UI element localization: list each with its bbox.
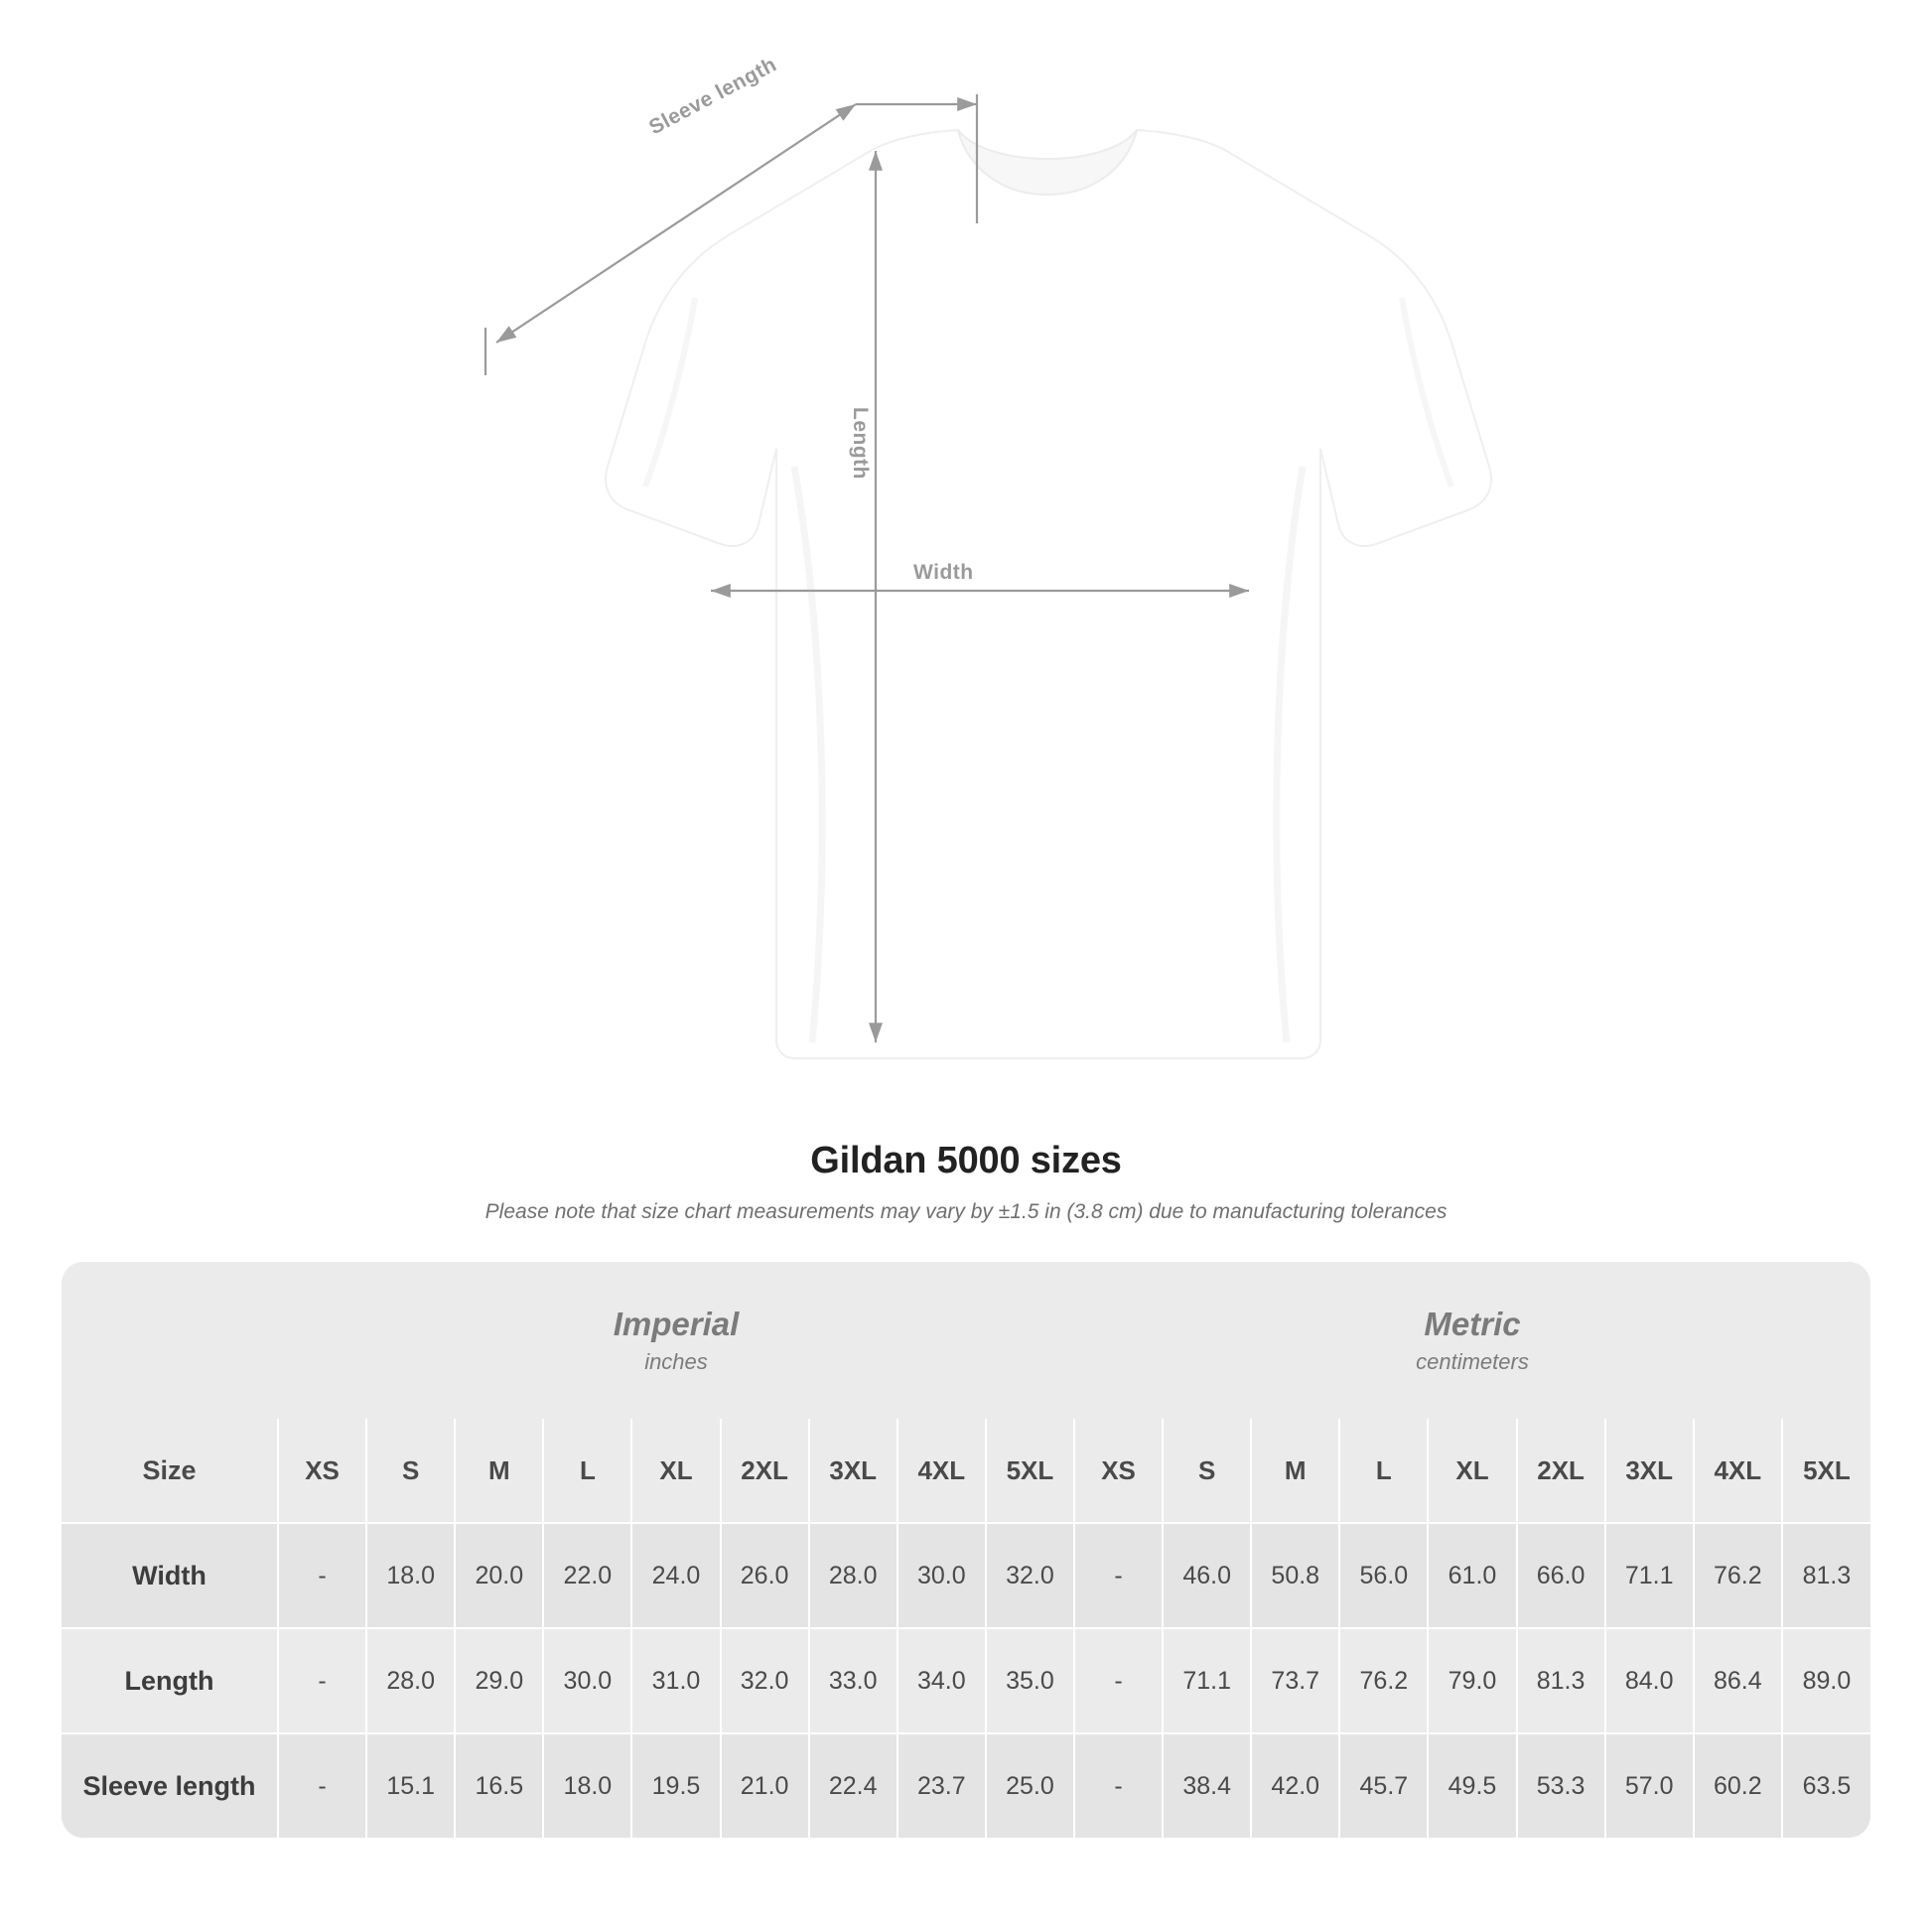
cell-length-imperial-xl: 31.0 (631, 1628, 720, 1733)
unit-name: Metric (1424, 1306, 1521, 1343)
size-header-imperial-m: M (455, 1419, 543, 1523)
cell-length-imperial-m: 29.0 (455, 1628, 543, 1733)
cell-sleeve-length-metric-xl: 49.5 (1428, 1733, 1516, 1838)
unit-name: Imperial (613, 1306, 740, 1343)
size-header-metric-5xl: 5XL (1782, 1419, 1870, 1523)
unit-header-row (62, 1262, 1870, 1419)
cell-width-metric-m: 50.8 (1251, 1523, 1339, 1628)
size-header-imperial-xl: XL (631, 1419, 720, 1523)
size-header-imperial-s: S (366, 1419, 455, 1523)
table-row (62, 1733, 1870, 1838)
cell-width-metric-2xl: 66.0 (1517, 1523, 1605, 1628)
cell-sleeve-length-imperial-3xl: 22.4 (809, 1733, 897, 1838)
size-header-metric-xs: XS (1074, 1419, 1163, 1523)
cell-sleeve-length-imperial-4xl: 23.7 (897, 1733, 986, 1838)
cell-width-imperial-s: 18.0 (366, 1523, 455, 1628)
size-header-imperial-5xl: 5XL (986, 1419, 1074, 1523)
cell-length-imperial-s: 28.0 (366, 1628, 455, 1733)
size-header-imperial-4xl: 4XL (897, 1419, 986, 1523)
length-label: Length (849, 407, 872, 480)
size-header-metric-xl: XL (1428, 1419, 1516, 1523)
cell-width-metric-xl: 61.0 (1428, 1523, 1516, 1628)
size-header-metric-m: M (1251, 1419, 1339, 1523)
cell-length-imperial-2xl: 32.0 (721, 1628, 809, 1733)
unit-subtitle: inches (644, 1348, 708, 1374)
cell-width-metric-l: 56.0 (1339, 1523, 1428, 1628)
table-row (62, 1523, 1870, 1628)
table-row (62, 1628, 1870, 1733)
cell-width-imperial-5xl: 32.0 (986, 1523, 1074, 1628)
size-header-label: Size (62, 1419, 278, 1523)
row-label-length: Length (62, 1628, 278, 1733)
shirt-body (606, 130, 1491, 1058)
tolerance-note: Please note that size chart measurements may vary by ±1.5 in (3.8 cm) due to manufacturing tolerances (484, 1200, 1448, 1223)
cell-sleeve-length-metric-4xl: 60.2 (1694, 1733, 1782, 1838)
cell-width-metric-3xl: 71.1 (1605, 1523, 1694, 1628)
cell-width-imperial-2xl: 26.0 (721, 1523, 809, 1628)
cell-width-imperial-3xl: 28.0 (809, 1523, 897, 1628)
size-header-imperial-3xl: 3XL (809, 1419, 897, 1523)
cell-width-imperial-m: 20.0 (455, 1523, 543, 1628)
cell-length-metric-3xl: 84.0 (1605, 1628, 1694, 1733)
size-table (62, 1262, 1870, 1838)
sleeve-length-label: Sleeve length (645, 53, 781, 140)
unit-header-spacer (62, 1262, 278, 1419)
cell-sleeve-length-metric-xs: - (1074, 1733, 1163, 1838)
cell-width-metric-5xl: 81.3 (1782, 1523, 1870, 1628)
size-header-metric-s: S (1163, 1419, 1251, 1523)
cell-sleeve-length-metric-s: 38.4 (1163, 1733, 1251, 1838)
size-header-metric-4xl: 4XL (1694, 1419, 1782, 1523)
cell-width-imperial-xs: - (278, 1523, 366, 1628)
cell-sleeve-length-metric-m: 42.0 (1251, 1733, 1339, 1838)
cell-sleeve-length-imperial-xs: - (278, 1733, 366, 1838)
width-label: Width (913, 561, 974, 584)
cell-length-imperial-3xl: 33.0 (809, 1628, 897, 1733)
cell-length-metric-s: 71.1 (1163, 1628, 1251, 1733)
size-header-row (62, 1419, 1870, 1523)
size-header-metric-3xl: 3XL (1605, 1419, 1694, 1523)
cell-length-metric-5xl: 89.0 (1782, 1628, 1870, 1733)
cell-sleeve-length-imperial-2xl: 21.0 (721, 1733, 809, 1838)
cell-sleeve-length-metric-5xl: 63.5 (1782, 1733, 1870, 1838)
row-label-width: Width (62, 1523, 278, 1628)
size-header-metric-l: L (1339, 1419, 1428, 1523)
page-title: Gildan 5000 sizes (810, 1140, 1122, 1181)
cell-length-metric-2xl: 81.3 (1517, 1628, 1605, 1733)
cell-length-imperial-l: 30.0 (543, 1628, 631, 1733)
cell-sleeve-length-metric-3xl: 57.0 (1605, 1733, 1694, 1838)
cell-width-imperial-l: 22.0 (543, 1523, 631, 1628)
size-header-imperial-2xl: 2XL (721, 1419, 809, 1523)
cell-length-metric-xs: - (1074, 1628, 1163, 1733)
cell-width-metric-s: 46.0 (1163, 1523, 1251, 1628)
cell-length-metric-xl: 79.0 (1428, 1628, 1516, 1733)
cell-sleeve-length-imperial-l: 18.0 (543, 1733, 631, 1838)
cell-length-metric-l: 76.2 (1339, 1628, 1428, 1733)
size-table-container (62, 1262, 1870, 1838)
cell-length-imperial-4xl: 34.0 (897, 1628, 986, 1733)
size-header-imperial-l: L (543, 1419, 631, 1523)
cell-width-metric-4xl: 76.2 (1694, 1523, 1782, 1628)
cell-sleeve-length-metric-l: 45.7 (1339, 1733, 1428, 1838)
cell-width-imperial-4xl: 30.0 (897, 1523, 986, 1628)
cell-length-metric-4xl: 86.4 (1694, 1628, 1782, 1733)
cell-sleeve-length-imperial-s: 15.1 (366, 1733, 455, 1838)
cell-width-metric-xs: - (1074, 1523, 1163, 1628)
cell-sleeve-length-imperial-5xl: 25.0 (986, 1733, 1074, 1838)
size-header-imperial-xs: XS (278, 1419, 366, 1523)
title-block (0, 1140, 1932, 1224)
unit-subtitle: centimeters (1416, 1348, 1529, 1374)
cell-sleeve-length-imperial-xl: 19.5 (631, 1733, 720, 1838)
cell-length-imperial-5xl: 35.0 (986, 1628, 1074, 1733)
cell-width-imperial-xl: 24.0 (631, 1523, 720, 1628)
cell-sleeve-length-metric-2xl: 53.3 (1517, 1733, 1605, 1838)
row-label-sleeve-length: Sleeve length (62, 1733, 278, 1838)
unit-header-metric (1074, 1262, 1870, 1419)
cell-sleeve-length-imperial-m: 16.5 (455, 1733, 543, 1838)
cell-length-metric-m: 73.7 (1251, 1628, 1339, 1733)
cell-length-imperial-xs: - (278, 1628, 366, 1733)
size-header-metric-2xl: 2XL (1517, 1419, 1605, 1523)
unit-header-imperial (278, 1262, 1074, 1419)
